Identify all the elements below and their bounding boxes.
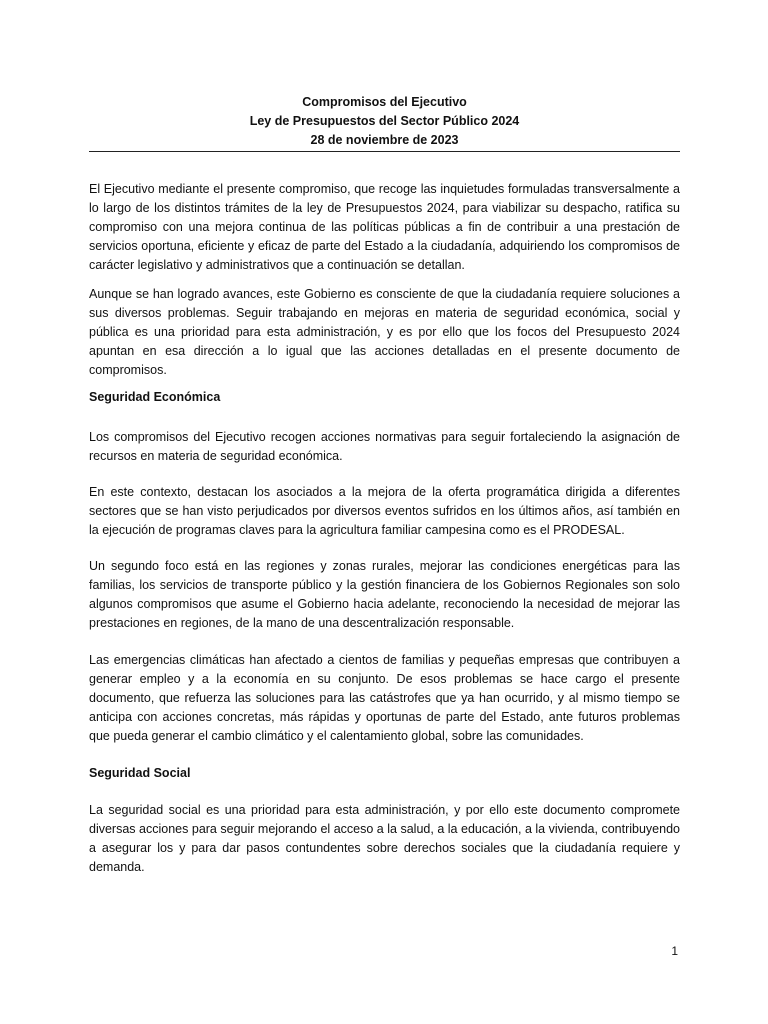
economic-p3-text: Un segundo foco está en las regiones y zonas rurales, mejorar las condiciones energéticas para las familias, los servicios de transporte público y la gestión financiera de los Gobiernos Regionales son solo algunos compromisos que asume el Gobierno hacia adelante, reconociendo la necesidad de mejorar las prestaciones en regiones, de la mano de una descentralización responsable. xyxy=(89,559,680,630)
intro-paragraph-2 xyxy=(89,285,680,380)
document-header xyxy=(89,93,680,150)
header-subtitle: Ley de Presupuestos del Sector Público 2024 xyxy=(249,114,520,128)
social-p1-text: La seguridad social es una prioridad para esta administración, y por ello este documento compromete diversas acciones para seguir mejorando el acceso a la salud, a la educación, a la vivienda, contribuyendo a asegurar los y para dar pasos contundentes sobre derechos sociales que la ciudadanía requiere y demanda. xyxy=(89,803,680,874)
header-divider xyxy=(89,151,680,152)
section-heading-economic: Seguridad Económica xyxy=(89,390,221,404)
intro-p1-text: El Ejecutivo mediante el presente compromiso, que recoge las inquietudes formuladas transversalmente a lo largo de los distintos trámites de la ley de Presupuestos 2024, para viabilizar su despacho, ratifica su compromiso con una mejora continua de las políticas públicas a fin de contribuir a una prestación de servicios oportuna, eficiente y eficaz de parte del Estado a la ciudadanía, adquiriendo los compromisos de carácter legislativo y administrativos que a continuación se detallan. xyxy=(89,182,680,272)
page-number: 1 xyxy=(671,944,678,958)
section-heading-social: Seguridad Social xyxy=(89,766,191,780)
economic-paragraph-2 xyxy=(89,483,680,540)
economic-p1-text: Los compromisos del Ejecutivo recogen acciones normativas para seguir fortaleciendo la asignación de recursos en materia de seguridad económica. xyxy=(89,430,680,463)
economic-p4-text: Las emergencias climáticas han afectado a cientos de familias y pequeñas empresas que contribuyen a generar empleo y a la economía en su conjunto. De esos problemas se hace cargo el presente documento, que refuerza las soluciones para las catástrofes que ya han ocurrido, y al mismo tiempo se anticipa con acciones concretas, más rápidas y oportunas de parte del Estado, ante futuros problemas que pueda generar el cambio climático y el calentamiento global, sobre las comunidades. xyxy=(89,653,680,743)
header-date: 28 de noviembre de 2023 xyxy=(310,133,459,147)
intro-p2-text: Aunque se han logrado avances, este Gobierno es consciente de que la ciudadanía requiere soluciones a sus diversos problemas. Seguir trabajando en mejoras en materia de seguridad económica, social y pública es una prioridad para esta administración, y es por ello que los focos del Presupuesto 2024 apuntan en esa dirección a lo igual que las acciones detalladas en el presente documento de compromisos. xyxy=(89,287,680,377)
intro-paragraph-1 xyxy=(89,180,680,275)
economic-p2-text: En este contexto, destacan los asociados a la mejora de la oferta programática dirigida a diferentes sectores que se han visto perjudicados por diversos eventos sufridos en los últimos años, así también en la ejecución de programas claves para la agricultura familiar campesina como es el PRODESAL. xyxy=(89,485,680,537)
economic-paragraph-3 xyxy=(89,557,680,633)
economic-paragraph-4 xyxy=(89,651,680,746)
social-paragraph-1 xyxy=(89,801,680,877)
header-title: Compromisos del Ejecutivo xyxy=(302,95,467,109)
economic-paragraph-1 xyxy=(89,428,680,466)
